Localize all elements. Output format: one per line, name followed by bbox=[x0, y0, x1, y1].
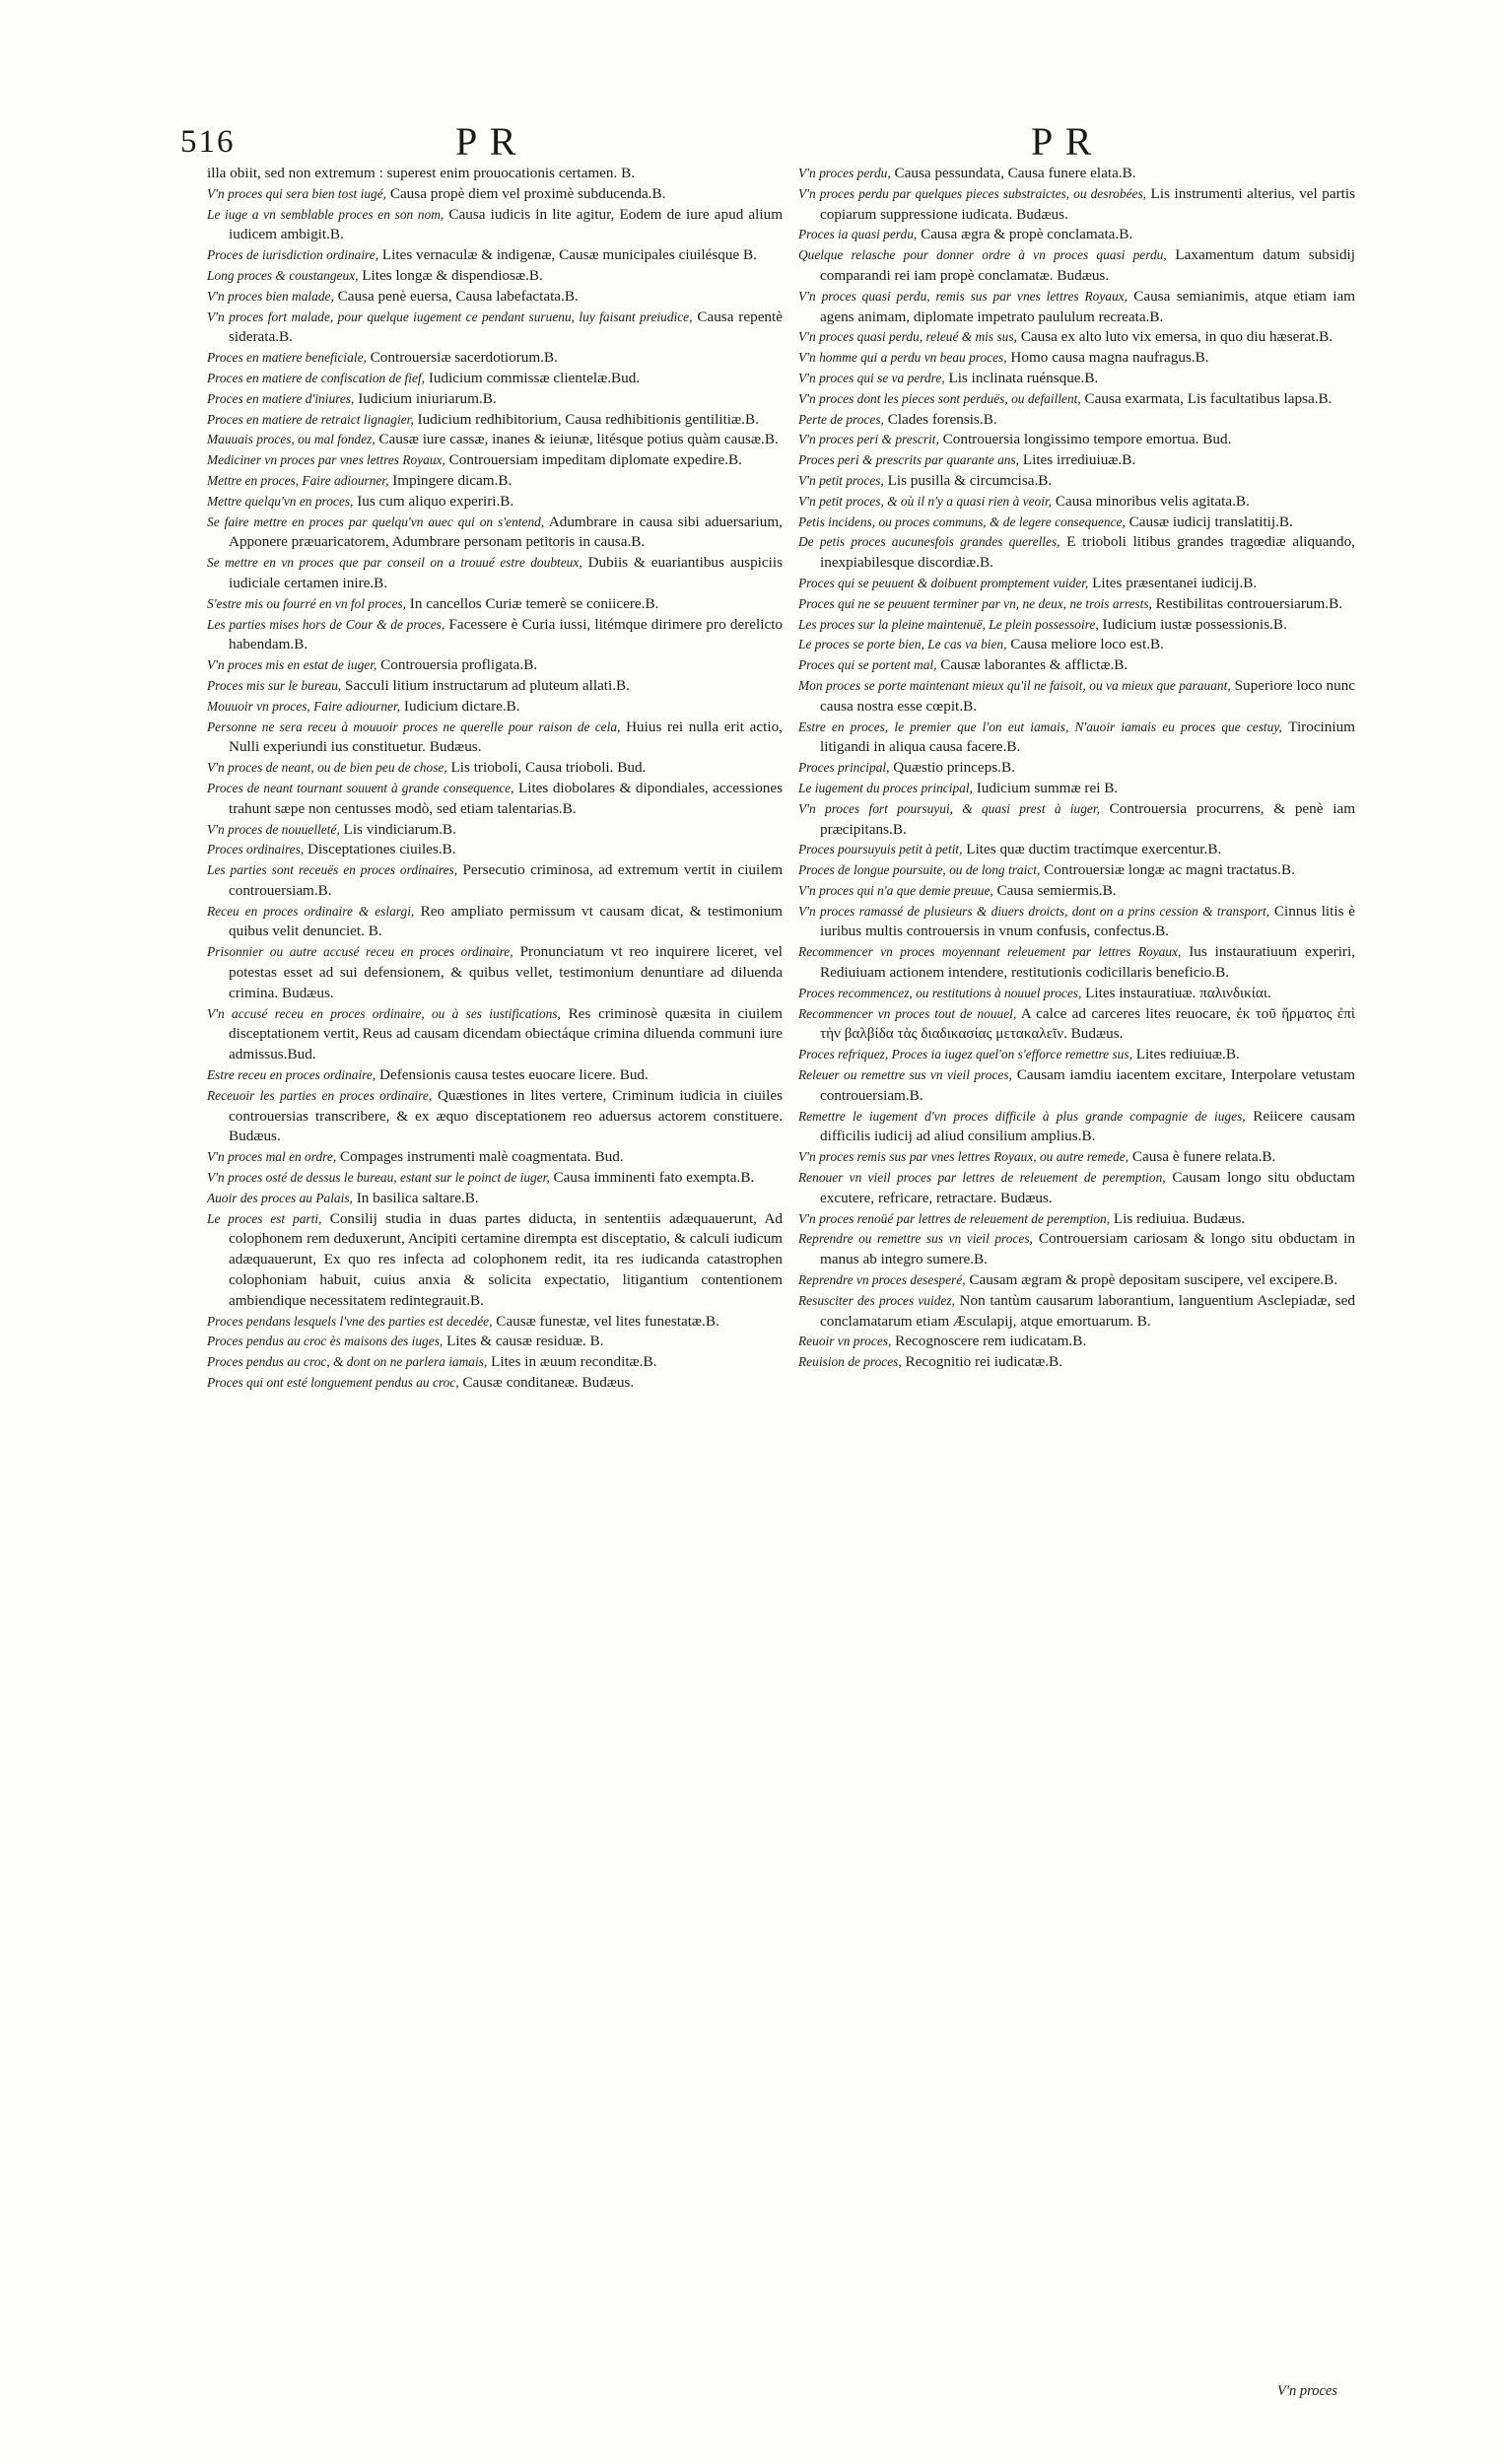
latin-gloss: Causa ex alto luto vix emersa, in quo diu hæserat.B. bbox=[1020, 328, 1333, 346]
dictionary-entry bbox=[207, 410, 783, 431]
french-headword: Reprendre vn proces desesperé, bbox=[798, 1272, 966, 1288]
dictionary-entry bbox=[207, 840, 783, 860]
dictionary-entry bbox=[798, 492, 1355, 513]
latin-gloss: Lites rediuiuæ.B. bbox=[1135, 1046, 1240, 1063]
french-headword: Proces de neant tournant souuent à grande consequence, bbox=[207, 780, 514, 795]
running-head-left: P R bbox=[455, 119, 518, 164]
dictionary-entry bbox=[798, 389, 1355, 410]
french-headword: Reprendre ou remettre sus vn vieil proces, bbox=[798, 1231, 1033, 1247]
dictionary-entry bbox=[207, 1332, 783, 1352]
latin-gloss: illa obiit, sed non extremum : superest enim prouocationis certamen. B. bbox=[207, 165, 636, 181]
dictionary-entry bbox=[207, 389, 783, 410]
french-headword: Auoir des proces au Palais, bbox=[207, 1190, 353, 1205]
dictionary-entry bbox=[798, 327, 1355, 348]
dictionary-entry bbox=[798, 369, 1355, 389]
dictionary-entry bbox=[207, 205, 783, 246]
latin-gloss: Sacculi litium instructarum ad pluteum allati.B. bbox=[345, 676, 630, 694]
french-headword: V'n accusé receu en proces ordinaire, ou à ses iustifications, bbox=[207, 1005, 561, 1021]
dictionary-entry bbox=[798, 1332, 1355, 1352]
dictionary-entry bbox=[207, 594, 783, 615]
latin-gloss: E trioboli litibus grandes tragœdiæ aliquando, inexpiabilesque discordiæ.B. bbox=[820, 533, 1356, 572]
dictionary-entry bbox=[798, 615, 1355, 636]
latin-gloss: Lis rediuiua. Budæus. bbox=[1113, 1209, 1246, 1227]
latin-gloss: Defensionis causa testes euocare licere. Bud. bbox=[378, 1066, 649, 1084]
latin-gloss: Reiicere causam difficilis iudicij ad aliud consilium amplius.B. bbox=[820, 1107, 1356, 1145]
french-headword: Estre receu en proces ordinaire, bbox=[207, 1067, 376, 1083]
latin-gloss: Lis instrumenti alterius, vel partis copiarum suppressione iudicata. Budæus. bbox=[820, 184, 1356, 223]
french-headword: Perte de proces, bbox=[798, 411, 884, 427]
french-headword: V'n proces mis en estat de iuger, bbox=[207, 657, 377, 673]
latin-gloss: A calce ad carceres lites reuocare, ἐκ τοῦ ἥρματος ἐπὶ τὴν βαλβίδα τὰς διαδικασίας μετακαλεῖν. Budæus. bbox=[820, 1004, 1355, 1043]
dictionary-entry bbox=[798, 574, 1355, 594]
french-headword: Recommencer vn proces moyennant releuement par lettres Royaux, bbox=[798, 944, 1182, 960]
dictionary-entry bbox=[798, 410, 1355, 431]
latin-gloss: Iudicium iustæ possessionis.B. bbox=[1102, 615, 1287, 633]
latin-gloss: Iudicium dictare.B. bbox=[403, 697, 520, 715]
french-headword: Proces de longue poursuite, ou de long traict, bbox=[798, 862, 1041, 878]
dictionary-entry bbox=[207, 369, 783, 389]
latin-gloss: In basilica saltare.B. bbox=[356, 1189, 479, 1206]
french-headword: Proces principal, bbox=[798, 760, 890, 776]
latin-gloss: Quæstio princeps.B. bbox=[893, 759, 1015, 777]
dictionary-entry bbox=[207, 758, 783, 779]
french-headword: V'n petit proces, bbox=[798, 472, 884, 488]
dictionary-entry bbox=[207, 676, 783, 697]
latin-gloss: Causam longo situ obductam excutere, refricare, retractare. Budæus. bbox=[820, 1169, 1355, 1206]
french-headword: Mediciner vn proces par vnes lettres Royaux, bbox=[207, 452, 445, 468]
latin-gloss: Ius instauratiuum experiri, Rediuiuam actionem intendere, restitutionis codicillaris beneficio.B. bbox=[820, 943, 1355, 982]
dictionary-entry bbox=[798, 1045, 1355, 1065]
french-headword: Receu en proces ordinaire & eslargi, bbox=[207, 903, 415, 919]
latin-gloss: Huius rei nulla erit actio, Nulli experiundi ius constituetur. Budæus. bbox=[229, 718, 783, 756]
dictionary-entry bbox=[798, 840, 1355, 860]
latin-gloss: Recognoscere rem iudicatam.B. bbox=[895, 1333, 1087, 1350]
dictionary-entry bbox=[798, 1270, 1355, 1291]
dictionary-entry bbox=[207, 266, 783, 287]
dictionary-entry bbox=[207, 513, 783, 554]
latin-gloss: Causa iudicis in lite agitur, Eodem de iure apud alium iudicem ambigit.B. bbox=[229, 205, 784, 243]
latin-gloss: Causa penè euersa, Causa labefactata.B. bbox=[337, 287, 579, 305]
latin-gloss: Lis vindiciarum.B. bbox=[343, 820, 456, 838]
dictionary-entry bbox=[798, 718, 1355, 759]
dictionary-entry bbox=[798, 225, 1355, 245]
latin-gloss: Lites diobolares & dipondiales, accessiones trahunt sæpe non centusses modò, sed etiam talentarias.B. bbox=[229, 779, 784, 817]
dictionary-entry bbox=[798, 287, 1355, 328]
dictionary-entry bbox=[798, 532, 1355, 574]
latin-gloss: Causæ conditaneæ. Budæus. bbox=[462, 1374, 635, 1392]
dictionary-entry bbox=[207, 1004, 783, 1065]
latin-gloss: Restibilitas controuersiarum.B. bbox=[1155, 594, 1343, 612]
dictionary-entry bbox=[798, 513, 1355, 533]
french-headword: Proces pendus au croc ès maisons des iuges, bbox=[207, 1334, 444, 1349]
french-headword: Renouer vn vieil proces par lettres de releuement de peremption, bbox=[798, 1170, 1166, 1186]
dictionary-entry bbox=[798, 655, 1355, 676]
latin-gloss: Ius cum aliquo experiri.B. bbox=[357, 492, 514, 510]
right-column bbox=[798, 164, 1355, 1373]
dictionary-entry bbox=[207, 1147, 783, 1168]
latin-gloss: Quæstiones in lites vertere, Criminum iudicia in ciuiles controuersias transcribere, & ex æquo disceptationem reo aduersus actorem constituere. Budæus. bbox=[229, 1086, 783, 1145]
latin-gloss: Causæ iudicij translatitij.B. bbox=[1128, 513, 1293, 530]
latin-gloss: Tirocinium litigandi in aliqua causa facere.B. bbox=[820, 718, 1355, 756]
latin-gloss: Lites & causæ residuæ. B. bbox=[446, 1333, 604, 1350]
french-headword: V'n proces perdu par quelques pieces substraictes, ou desrobées, bbox=[798, 185, 1147, 201]
french-headword: V'n proces fort malade, pour quelque iugement ce pendant suruenu, luy faisant preiudice, bbox=[207, 308, 693, 324]
french-headword: Personne ne sera receu à mouuoir proces ne querelle pour raison de cela, bbox=[207, 719, 621, 734]
latin-gloss: Compages instrumenti malè coagmentata. Bud. bbox=[339, 1148, 624, 1166]
dictionary-entry bbox=[207, 164, 783, 184]
french-headword: Proces mis sur le bureau, bbox=[207, 677, 342, 693]
french-headword: V'n proces quasi perdu, releué & mis sus, bbox=[798, 329, 1017, 345]
latin-gloss: Causa propè diem vel proximè subducenda.B. bbox=[389, 184, 666, 202]
latin-gloss: Causam iamdiu iacentem excitare, Interpolare vetustam controuersiam.B. bbox=[820, 1066, 1355, 1104]
dictionary-entry bbox=[798, 348, 1355, 369]
dictionary-entry bbox=[798, 594, 1355, 615]
french-headword: Proces poursuyuis petit à petit, bbox=[798, 842, 963, 857]
french-headword: Proces qui se peuuent & doibuent promptement vuider, bbox=[798, 575, 1089, 590]
latin-gloss: Causa exarmata, Lis facultatibus lapsa.B. bbox=[1084, 389, 1333, 407]
latin-gloss: Homo causa magna naufragus.B. bbox=[1010, 349, 1209, 367]
latin-gloss: Causa imminenti fato exempta.B. bbox=[553, 1169, 755, 1187]
french-headword: V'n proces quasi perdu, remis sus par vnes lettres Royaux, bbox=[798, 288, 1128, 304]
latin-gloss: Controuersiam impeditam diplomate expedire.B. bbox=[448, 451, 742, 469]
dictionary-entry bbox=[798, 881, 1355, 902]
french-headword: Le iuge a vn semblable proces en son nom, bbox=[207, 206, 444, 222]
dictionary-entry bbox=[207, 615, 783, 656]
latin-gloss: Controuersia procurrens, & penè iam præcipitans.B. bbox=[820, 799, 1356, 838]
latin-gloss: Controuersiæ longæ ac magni tractatus.B. bbox=[1044, 861, 1295, 879]
latin-gloss: Pronunciatum vt reo inquirere liceret, vel potestas esset ad sui defensionem, & quibus vellet, testimonium denuntiare ad diluenda crimina. Budæus. bbox=[229, 943, 783, 1001]
french-headword: Proces qui ne se peuuent terminer par vn, ne deux, ne trois arrests, bbox=[798, 595, 1152, 611]
french-headword: Estre en proces, le premier que l'on eut iamais, N'auoir iamais eu proces que cestuy, bbox=[798, 719, 1282, 734]
latin-gloss: Dubiis & euariantibus auspiciis iudiciale certamen inire.B. bbox=[229, 554, 783, 591]
french-headword: Reuoir vn proces, bbox=[798, 1334, 892, 1349]
french-headword: V'n proces mal en ordre, bbox=[207, 1149, 337, 1165]
french-headword: Mon proces se porte maintenant mieux qu'il ne faisoit, ou va mieux que parauant, bbox=[798, 677, 1231, 693]
dictionary-entry bbox=[207, 1373, 783, 1394]
french-headword: Proces refriquez, Proces ia iugez quel'on s'efforce remettre sus, bbox=[798, 1047, 1132, 1062]
latin-gloss: Controuersia profligata.B. bbox=[380, 656, 538, 674]
latin-gloss: Recognitio rei iudicatæ.B. bbox=[905, 1353, 1062, 1371]
french-headword: V'n proces bien malade, bbox=[207, 288, 334, 304]
catchword: V'n proces bbox=[1277, 2383, 1337, 2399]
dictionary-entry bbox=[798, 984, 1355, 1004]
latin-gloss: Causa ægra & propè conclamata.B. bbox=[921, 226, 1133, 243]
left-column bbox=[207, 164, 783, 1394]
dictionary-entry bbox=[207, 184, 783, 205]
french-headword: Petis incidens, ou proces communs, & de legere consequence, bbox=[798, 513, 1126, 529]
dictionary-entry bbox=[798, 799, 1355, 841]
page-number: 516 bbox=[180, 124, 236, 160]
dictionary-entry bbox=[207, 860, 783, 902]
latin-gloss: In cancellos Curiæ temerè se coniicere.B. bbox=[409, 594, 659, 612]
latin-gloss: Controuersiam cariosam & longo situ obductam in manus ab integro sumere.B. bbox=[820, 1230, 1355, 1268]
latin-gloss: Causam ægram & propè depositam suscipere, vel excipere.B. bbox=[969, 1271, 1338, 1289]
dictionary-entry bbox=[207, 718, 783, 759]
dictionary-entry bbox=[798, 450, 1355, 471]
latin-gloss: Laxamentum datum subsidij comparandi rei iam propè conclamatæ. Budæus. bbox=[820, 246, 1355, 284]
french-headword: V'n petit proces, & où il n'y a quasi rien à veoir, bbox=[798, 493, 1053, 509]
french-headword: Le iugement du proces principal, bbox=[798, 780, 973, 795]
dictionary-entry bbox=[207, 902, 783, 943]
running-head-right: P R bbox=[1031, 119, 1094, 164]
latin-gloss: Superiore loco nunc causa nostra esse cœpit.B. bbox=[820, 676, 1356, 715]
dictionary-entry bbox=[207, 697, 783, 718]
latin-gloss: Iudicium summæ rei B. bbox=[976, 779, 1119, 796]
dictionary-entry bbox=[207, 820, 783, 841]
french-headword: Mauuais proces, ou mal fondez, bbox=[207, 432, 376, 447]
latin-gloss: Causa repentè siderata.B. bbox=[229, 308, 783, 346]
french-headword: Mettre quelqu'vn en proces, bbox=[207, 493, 354, 509]
dictionary-entry bbox=[207, 1086, 783, 1147]
latin-gloss: Iudicium iniuriarum.B. bbox=[358, 389, 497, 407]
latin-gloss: Clades forensis.B. bbox=[887, 410, 997, 428]
dictionary-entry bbox=[798, 1004, 1355, 1046]
french-headword: Le proces est parti, bbox=[207, 1210, 322, 1226]
dictionary-entry bbox=[798, 860, 1355, 881]
french-headword: V'n proces perdu, bbox=[798, 166, 891, 180]
dictionary-entry bbox=[207, 942, 783, 1003]
latin-gloss: Lis pusilla & circumcisa.B. bbox=[887, 471, 1053, 489]
dictionary-entry bbox=[798, 1209, 1355, 1230]
dictionary-entry bbox=[798, 779, 1355, 799]
latin-gloss: Reo ampliato permissum vt causam dicat, & testimonium quibus velit denunciet. B. bbox=[229, 902, 783, 940]
french-headword: V'n proces de nouuelleté, bbox=[207, 821, 340, 837]
latin-gloss: Causæ funestæ, vel lites funestatæ.B. bbox=[496, 1312, 719, 1330]
dictionary-entry bbox=[207, 655, 783, 676]
latin-gloss: Lites quæ ductim tractímque exercentur.B. bbox=[966, 841, 1222, 858]
latin-gloss: Causæ iure cassæ, inanes & ieiunæ, litésque potius quàm causæ.B. bbox=[378, 431, 779, 448]
french-headword: Le proces se porte bien, Le cas va bien, bbox=[798, 637, 1007, 652]
latin-gloss: Res criminosè quæsita in ciuilem disceptationem vertit, Reus ad causam dicendam obiectáque crimina diluenda communi iure admissus.Bud. bbox=[229, 1004, 783, 1063]
dictionary-entry bbox=[798, 1065, 1355, 1107]
french-headword: Proces en matiere de retraict lignagier, bbox=[207, 411, 414, 427]
french-headword: Proces pendus au croc, & dont on ne parlera iamais, bbox=[207, 1354, 488, 1370]
dictionary-entry bbox=[798, 471, 1355, 492]
dictionary-entry bbox=[207, 450, 783, 471]
french-headword: Reuision de proces, bbox=[798, 1354, 902, 1370]
french-headword: V'n proces qui se va perdre, bbox=[798, 370, 945, 385]
dictionary-entry bbox=[207, 1189, 783, 1209]
french-headword: Releuer ou remettre sus vn vieil proces, bbox=[798, 1067, 1012, 1083]
latin-gloss: Facessere è Curia iussi, litémque dirimere pro derelicto habendam.B. bbox=[229, 615, 784, 653]
french-headword: Proces pendans lesquels l'vne des parties est decedée, bbox=[207, 1313, 493, 1329]
latin-gloss: Causa semianimis, atque etiam iam agens animam, diplomate impetrato paululum recreata.B. bbox=[820, 287, 1355, 325]
dictionary-entry bbox=[798, 758, 1355, 779]
french-headword: Proces peri & prescrits par quarante ans, bbox=[798, 452, 1020, 468]
dictionary-entry bbox=[207, 492, 783, 513]
dictionary-entry bbox=[798, 942, 1355, 984]
french-headword: Recommencer vn proces tout de nouuel, bbox=[798, 1005, 1017, 1021]
french-headword: V'n proces dont les pieces sont perduës, ou defaillent, bbox=[798, 390, 1081, 406]
latin-gloss: Causa è funere relata.B. bbox=[1131, 1148, 1276, 1166]
french-headword: Les parties sont receuës en proces ordinaires, bbox=[207, 862, 458, 878]
french-headword: V'n proces remis sus par vnes lettres Royaux, ou autre remede, bbox=[798, 1149, 1129, 1165]
dictionary-entry bbox=[207, 1168, 783, 1189]
latin-gloss: Non tantùm causarum laborantium, languentium Asclepiadæ, sed conclamatarum etiam Æsculapij, atque emortuarum. B. bbox=[820, 1291, 1355, 1330]
dictionary-entry bbox=[798, 1352, 1355, 1373]
latin-gloss: Adumbrare in causa sibi aduersarium, Apponere præuaricatorem, Adumbrare personam petitoris in causa.B. bbox=[229, 513, 783, 551]
dictionary-entry bbox=[207, 308, 783, 349]
dictionary-entry bbox=[798, 902, 1355, 943]
french-headword: Proces en matiere d'iniures, bbox=[207, 390, 355, 406]
dictionary-entry bbox=[207, 471, 783, 492]
latin-gloss: Lites instauratiuæ. παλινδικίαι. bbox=[1085, 984, 1271, 1001]
french-headword: Prisonnier ou autre accusé receu en proces ordinaire, bbox=[207, 944, 513, 960]
french-headword: Resusciter des proces vuidez, bbox=[798, 1292, 955, 1308]
french-headword: Remettre le iugement d'vn proces difficile à plus grande compagnie de iuges, bbox=[798, 1108, 1246, 1124]
latin-gloss: Causa semiermis.B. bbox=[996, 881, 1117, 899]
latin-gloss: Causa meliore loco est.B. bbox=[1010, 636, 1164, 653]
french-headword: Long proces & coustangeux, bbox=[207, 267, 359, 283]
dictionary-entry bbox=[207, 348, 783, 369]
dictionary-entry bbox=[207, 287, 783, 308]
dictionary-entry bbox=[207, 553, 783, 594]
french-headword: V'n proces fort poursuyui, & quasi prest à iuger, bbox=[798, 800, 1100, 816]
dictionary-entry bbox=[798, 635, 1355, 655]
dictionary-entry bbox=[207, 1312, 783, 1333]
dictionary-entry bbox=[798, 1168, 1355, 1209]
dictionary-entry bbox=[798, 430, 1355, 450]
french-headword: V'n proces ramassé de plusieurs & diuers droicts, dont on a prins cession & transport, bbox=[798, 903, 1270, 919]
french-headword: Se mettre en vn proces que par conseil on a trouué estre doubteux, bbox=[207, 555, 582, 571]
latin-gloss: Lites vernaculæ & indigenæ, Causæ municipales ciuilésque B. bbox=[381, 246, 757, 264]
dictionary-entry bbox=[207, 779, 783, 820]
dictionary-entry bbox=[798, 184, 1355, 226]
dictionary-entry bbox=[798, 1229, 1355, 1270]
dictionary-entry bbox=[207, 1352, 783, 1373]
dictionary-entry bbox=[798, 676, 1355, 718]
latin-gloss: Lites in æuum reconditæ.B. bbox=[491, 1353, 657, 1371]
latin-gloss: Iudicium redhibitorium, Causa redhibitionis gentilitiæ.B. bbox=[417, 410, 759, 428]
dictionary-entry bbox=[798, 1147, 1355, 1168]
french-headword: Se faire mettre en proces par quelqu'vn auec qui on s'entend, bbox=[207, 513, 545, 529]
french-headword: Mouuoir vn proces, Faire adiourner, bbox=[207, 698, 401, 714]
french-headword: S'estre mis ou fourré en vn fol proces, bbox=[207, 595, 406, 611]
french-headword: De petis proces aucunesfois grandes querelles, bbox=[798, 534, 1060, 550]
latin-gloss: Controuersia longissimo tempore emortua. Bud. bbox=[942, 431, 1232, 448]
french-headword: Proces en matiere de confiscation de fief, bbox=[207, 370, 426, 385]
french-headword: V'n proces de neant, ou de bien peu de chose, bbox=[207, 760, 447, 776]
latin-gloss: Iudicium commissæ clientelæ.Bud. bbox=[428, 369, 641, 386]
latin-gloss: Disceptationes ciuiles.B. bbox=[307, 841, 456, 858]
dictionary-entry bbox=[798, 245, 1355, 287]
latin-gloss: Causa minoribus velis agitata.B. bbox=[1055, 492, 1250, 510]
latin-gloss: Impingere dicam.B. bbox=[392, 471, 513, 489]
latin-gloss: Consilij studia in duas partes diducta, in sententiis adæquauerunt, Ad colophonem rem deduxerunt, Ancipiti certamine dirempta est disceptatio, & calculi iudicum adæquauerunt, Ex quo res infecta ad colophonem redit, ita res iudicanda catastrophen colophoniam habuit, cuius anxia & solicita expectatio, litigantium contentionem ambiendique necessitatem redintegrauit.B. bbox=[229, 1209, 783, 1309]
french-headword: Proces ordinaires, bbox=[207, 842, 305, 857]
french-headword: Les proces sur la pleine maintenuë, Le plein possessoire, bbox=[798, 616, 1099, 632]
latin-gloss: Lis inclinata ruénsque.B. bbox=[948, 369, 1099, 386]
french-headword: Proces recommencez, ou restitutions à nouuel proces, bbox=[798, 985, 1082, 1000]
french-headword: Proces de iurisdiction ordinaire, bbox=[207, 247, 379, 263]
dictionary-entry bbox=[207, 1209, 783, 1312]
dictionary-entry bbox=[207, 245, 783, 266]
french-headword: V'n proces osté de dessus le bureau, estant sur le poinct de iuger, bbox=[207, 1170, 550, 1186]
french-headword: Receuoir les parties en proces ordinaire, bbox=[207, 1087, 433, 1103]
french-headword: V'n proces renoüé par lettres de releuement de peremption, bbox=[798, 1210, 1111, 1226]
french-headword: V'n proces peri & prescrit, bbox=[798, 432, 939, 447]
french-headword: Proces ia quasi perdu, bbox=[798, 227, 918, 242]
french-headword: Quelque relasche pour donner ordre à vn proces quasi perdu, bbox=[798, 247, 1167, 263]
french-headword: Mettre en proces, Faire adiourner, bbox=[207, 472, 389, 488]
latin-gloss: Controuersiæ sacerdotiorum.B. bbox=[370, 349, 558, 367]
latin-gloss: Persecutio criminosa, ad extremum vertit in ciuilem controuersiam.B. bbox=[229, 861, 784, 899]
latin-gloss: Lites longæ & dispendiosæ.B. bbox=[362, 266, 543, 284]
french-headword: Proces en matiere beneficiale, bbox=[207, 350, 367, 366]
french-headword: V'n homme qui a perdu vn beau proces, bbox=[798, 350, 1007, 366]
latin-gloss: Lites præsentanei iudicij.B. bbox=[1092, 574, 1258, 591]
french-headword: Les parties mises hors de Cour & de proces, bbox=[207, 616, 445, 632]
latin-gloss: Causa pessundata, Causa funere elata.B. bbox=[894, 165, 1136, 181]
dictionary-entry bbox=[798, 1291, 1355, 1333]
latin-gloss: Lites irrediuiuæ.B. bbox=[1022, 451, 1136, 469]
french-headword: V'n proces qui sera bien tost iugé, bbox=[207, 185, 387, 201]
latin-gloss: Causæ laborantes & afflictæ.B. bbox=[940, 656, 1128, 674]
french-headword: Proces qui ont esté longuement pendus au croc, bbox=[207, 1375, 459, 1391]
dictionary-entry bbox=[207, 1065, 783, 1086]
latin-gloss: Lis trioboli, Causa trioboli. Bud. bbox=[450, 759, 647, 777]
french-headword: V'n proces qui n'a que demie preuue, bbox=[798, 882, 993, 898]
latin-gloss: Cinnus litis è iuribus multis controuersis in vnum confusis, confectus.B. bbox=[820, 902, 1356, 940]
french-headword: Proces qui se portent mal, bbox=[798, 657, 937, 673]
dictionary-entry bbox=[207, 430, 783, 450]
dictionary-entry bbox=[798, 1107, 1355, 1148]
dictionary-entry bbox=[798, 164, 1355, 184]
